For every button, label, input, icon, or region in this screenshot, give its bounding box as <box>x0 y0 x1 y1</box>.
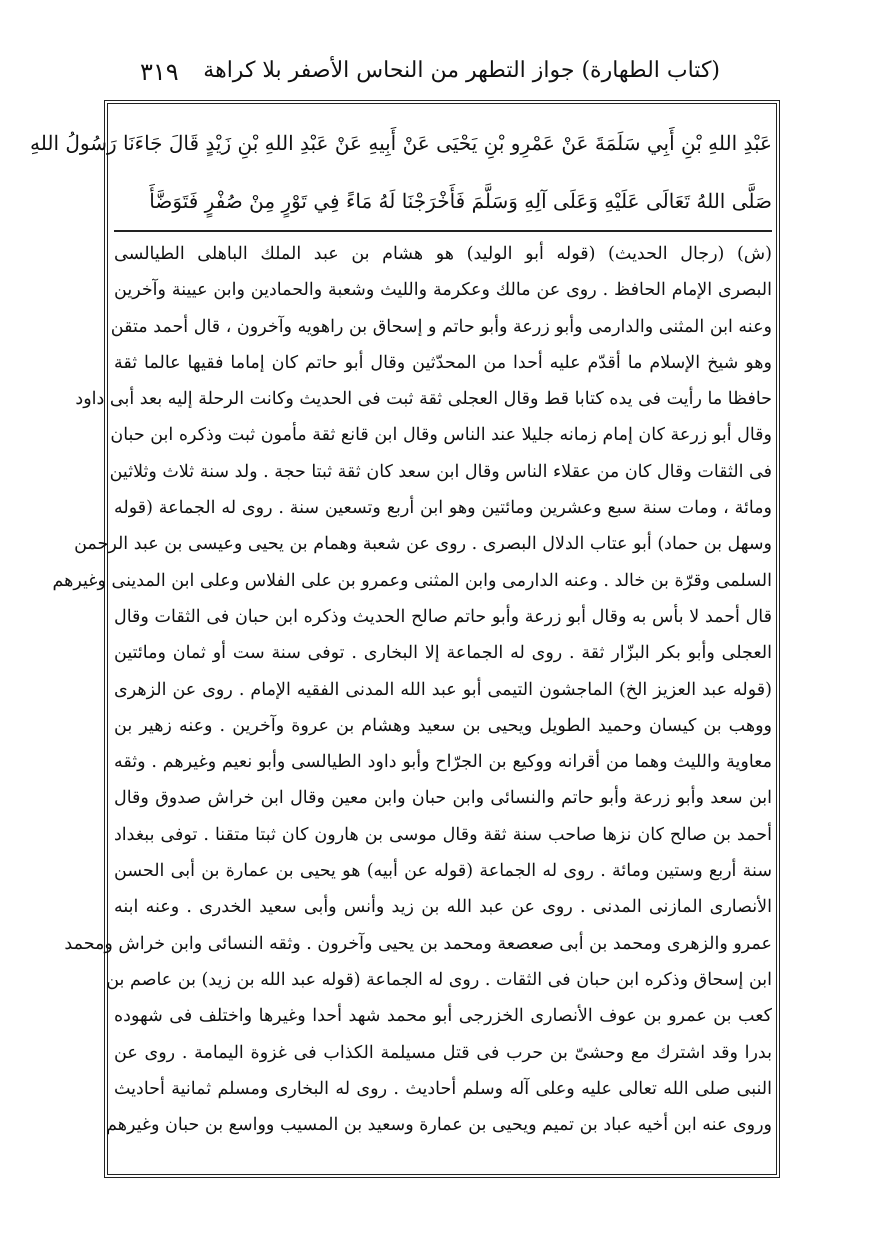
commentary-line: (ش) (رجال الحديث) (قوله أبو الوليد) هو هشام بن عبد الملك الباهلى الطيالسى <box>114 244 772 264</box>
commentary-line: معاوية والليث وهما من أقرانه ووكيع بن الجرّاح وأبو داود الطيالسى وأبو نعيم وغيرهم . وثقه <box>114 752 772 773</box>
commentary-line: العجلى وأبو بكر البزّار ثقة . روى له الجماعة إلا البخارى . توفى سنة ست أو ثمان ومائتين <box>114 643 772 664</box>
page-header <box>110 50 780 88</box>
commentary-line: حافظا ما رأيت فى يده كتابا قط وقال العجلى ثقة ثبت فى الحديث وكانت الرحلة إليه بعد أبى داود <box>75 389 772 410</box>
commentary-line: أحمد بن صالح كان نزها صاحب سنة ثقة وقال موسى بن هارون كان ثبتا متقنا . توفى ببغداد <box>114 824 772 845</box>
commentary-line: فى الثقات وقال كان من عقلاء الناس وقال ابن سعد كان ثقة ثبتا حجة . ولد سنة ثلاث وثلاثين <box>109 461 772 482</box>
page-number: ٣١٩ <box>140 58 179 86</box>
commentary-line: (قوله عبد العزيز الخ) الماجشون التيمى أبو عبد الله المدنى الفقيه الإمام . روى عن الزهرى <box>114 679 772 700</box>
commentary-line: ومائة ، ومات سنة سبع وعشرين ومائتين وهو ابن أربع وتسعين سنة . روى له الجماعة (قوله <box>114 498 772 519</box>
commentary-line: البصرى الإمام الحافظ . روى عن مالك وعكرمة والليث وشعبة والحمادين وابن عيينة وآخرين <box>114 280 772 301</box>
commentary-line: الأنصارى المازنى المدنى . روى عن عبد الله بن زيد وأنس وأبى سعيد الخدرى . وعنه ابنه <box>114 897 772 918</box>
commentary-line: قال أحمد لا بأس به وقال أبو زرعة وأبو حاتم صالح الحديث وذكره ابن حبان فى الثقات وقال <box>114 606 772 627</box>
commentary-line: سنة أربع وستين ومائة . روى له الجماعة (قوله عن أبيه) هو يحيى بن عمارة بن أبى الحسن <box>114 861 772 882</box>
commentary-line: وعنه ابن المثنى والدارمى وأبو زرعة وأبو حاتم و إسحاق بن راهويه وآخرون ، قال أحمد متقن <box>110 316 772 337</box>
commentary-line: النبى صلى الله تعالى عليه وعلى آله وسلم أحاديث . روى له البخارى ومسلم ثمانية أحاديث <box>114 1078 772 1099</box>
commentary-line: بدرا وقد اشترك مع وحشىّ بن حرب فى قتل مسيلمة الكذاب فى غزوة اليمامة . روى عن <box>114 1042 772 1063</box>
hadith-line: عَبْدِ اللهِ بْنِ أَبِي سَلَمَةَ عَنْ عَمْرِو بْنِ يَحْيَى عَنْ أَبِيهِ عَنْ عَبْدِ اللهِ بْنِ زَيْدٍ قَالَ جَاءَنَا رَسُولُ اللهِ <box>30 131 772 155</box>
commentary-line: وهو شيخ الإسلام ما أقدّم عليه أحدا من المحدّثين وقال أبو حاتم كان إماما فقيها عالما ثقة <box>114 352 772 373</box>
commentary-line: وقال أبو زرعة كان إمام زمانه جليلا عند الناس وقال ابن قانع ثقة مأمون ثبت وذكره ابن حبان <box>110 425 772 446</box>
running-title: (كتاب الطهارة) جواز التطهر من النحاس الأصفر بلا كراهة <box>203 58 720 83</box>
hadith-line: صَلَّى اللهُ تَعَالَى عَلَيْهِ وَعَلَى آلِهِ وَسَلَّمَ فَأَخْرَجْنَا لَهُ مَاءً فِي تَوْرٍ مِنْ صُفْرٍ فَتَوَضَّأَ <box>149 189 772 213</box>
commentary-line: ووهب بن كيسان وحميد الطويل ويحيى بن سعيد وهشام بن عروة وآخرين . وعنه زهير بن <box>114 715 772 736</box>
commentary-line: عمرو والزهرى ومحمد بن أبى صعصعة ومحمد بن يحيى وآخرون . وثقه النسائى وابن خراش ومحمد <box>64 933 772 954</box>
commentary-line: وروى عنه ابن أخيه عباد بن تميم ويحيى بن عمارة وسعيد بن المسيب وواسع بن حبان وغيرهم <box>106 1115 772 1136</box>
commentary <box>52 232 772 1143</box>
commentary-line: ابن سعد وأبو زرعة وأبو حاتم والنسائى وابن حبان وابن معين وقال ابن خراش صدوق وقال <box>114 788 772 809</box>
hadith-text <box>30 114 772 232</box>
commentary-line: وسهل بن حماد) أبو عتاب الدلال البصرى . روى عن شعبة وهمام بن يحيى وعيسى بن عبد الرحمن <box>74 534 772 555</box>
commentary-line: كعب بن عمرو بن عوف الأنصارى الخزرجى أبو محمد شهد أحدا وغيرها واختلف فى شهوده <box>114 1006 772 1027</box>
commentary-line: ابن إسحاق وذكره ابن حبان فى الثقات . روى له الجماعة (قوله عبد الله بن زيد) بن عاصم بن <box>106 969 772 990</box>
commentary-line: السلمى وقرّة بن خالد . وعنه الدارمى وابن المثنى وعمرو بن على الفلاس وعلى ابن المدينى وغيرهم <box>52 570 772 591</box>
page-body <box>30 114 772 1170</box>
